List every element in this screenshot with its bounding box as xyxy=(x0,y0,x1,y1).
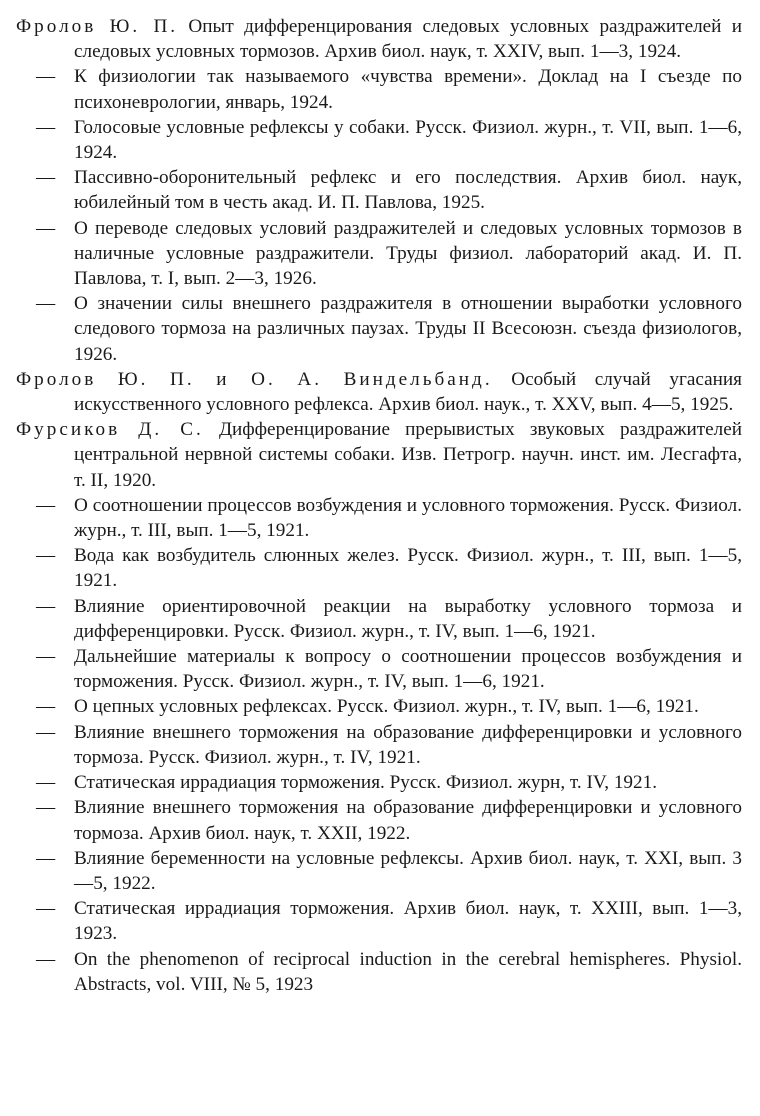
entry-dash: — xyxy=(36,721,56,743)
bibliography-entry xyxy=(16,896,742,946)
entry-dash: — xyxy=(36,66,56,88)
entry-text: Пассивно-оборонительный рефлекс и его последствия. Архив биол. наук, юбилейный том в честь акад. И. П. Павлова, 1925. xyxy=(74,167,742,214)
bibliography-entry xyxy=(16,543,742,593)
entry-text: Влияние ориентировочной реакции на выработку условного тормоза и дифференцировки. Русск. Физиол. журн., т. IV, вып. 1—6, 1921. xyxy=(74,595,742,642)
entry-dash: — xyxy=(36,167,56,189)
entry-text: О цепных условных рефлексах. Русск. Физиол. журн., т. IV, вып. 1—6, 1921. xyxy=(74,696,699,718)
entry-dash: — xyxy=(36,217,56,239)
entry-text: Влияние внешнего торможения на образование дифференцировки и условного тормоза. Русск. Физиол. журн., т. IV, 1921. xyxy=(74,721,742,768)
bibliography-entry xyxy=(16,594,742,644)
entry-dash: — xyxy=(36,116,56,138)
entry-text: О значении силы внешнего раздражителя в отношении выработки условного следового тормоза на различных паузах. Труды II Всесоюзн. съезда физиологов, 1926. xyxy=(74,293,742,365)
bibliography-entry xyxy=(16,846,742,896)
bibliography-entry xyxy=(16,493,742,543)
entry-text: О соотношении процессов возбуждения и условного торможения. Русск. Физиол. журн., т. III, вып. 1—5, 1921. xyxy=(74,494,742,542)
entry-text: Влияние беременности на условные рефлексы. Архив биол. наук, т. XXI, вып. 3—5, 1922. xyxy=(74,847,742,894)
entry-dash: — xyxy=(36,293,56,315)
entry-text: Влияние внешнего торможения на образование дифференцировки и условного тормоза. Архив биол. наук, т. XXII, 1922. xyxy=(74,797,742,844)
bibliography-entry xyxy=(16,795,742,845)
entry-author: Фролов Ю. П. и О. А. Виндельбанд. xyxy=(16,368,493,390)
entry-text: Статическая иррадиация торможения. Русск. Физиол. журн, т. IV, 1921. xyxy=(74,772,657,794)
bibliography-entry xyxy=(16,165,742,215)
bibliography-entry xyxy=(16,216,742,292)
entry-dash: — xyxy=(36,646,56,668)
entry-text: К физиологии так называемого «чувства времени». Доклад на I съезде по психоневрологии, январь, 1924. xyxy=(74,66,742,113)
entry-dash: — xyxy=(36,772,56,794)
bibliography-entry xyxy=(16,947,742,997)
bibliography-entry xyxy=(16,694,742,719)
entry-text: On the phenomenon of reciprocal induction in the cerebral hemispheres. Physiol. Abstracts, vol. VIII, № 5, 1923 xyxy=(74,948,742,995)
bibliography-entry xyxy=(16,367,742,417)
bibliography-entry xyxy=(16,417,742,493)
entry-dash: — xyxy=(36,494,56,516)
entry-text: Вода как возбудитель слюнных желез. Русск. Физиол. журн., т. III, вып. 1—5, 1921. xyxy=(74,545,742,592)
bibliography-entry xyxy=(16,14,742,64)
bibliography-entry xyxy=(16,115,742,165)
entry-dash: — xyxy=(36,948,56,970)
bibliography-entry xyxy=(16,291,742,367)
entry-dash: — xyxy=(36,595,56,617)
entry-author: Фролов Ю. П. xyxy=(16,16,179,37)
entry-text: Особый случай угасания искусственного условного рефлекса. Архив биол. наук., т. XXV, вып. 4—5, 1925. xyxy=(74,368,743,416)
entry-text: Голосовые условные рефлексы у собаки. Русск. Физиол. журн., т. VII, вып. 1—6, 1924. xyxy=(74,116,742,164)
entry-text: Дифференцирование прерывистых звуковых раздражителей центральной нервной системы собаки. Изв. Петрогр. научн. инст. им. Лесгафта, т. II, 1920. xyxy=(74,419,742,491)
entry-dash: — xyxy=(36,847,56,869)
entry-text: О переводе следовых условий раздражителей и следовых условных тормозов в наличные условные раздражители. Труды физиол. лабораторий акад. И. П. Павлова, т. I, вып. 2—3, 1926. xyxy=(74,217,742,290)
entry-text: Статическая иррадиация торможения. Архив биол. наук, т. XXIII, вып. 1—3, 1923. xyxy=(74,898,742,945)
bibliography-entry xyxy=(16,64,742,114)
bibliography-entry xyxy=(16,720,742,770)
entry-dash: — xyxy=(36,898,56,920)
entry-text: Опыт дифференцирования следовых условных раздражителей и следовых условных тормозов. Архив биол. наук, т. XXIV, вып. 1—3, 1924. xyxy=(74,16,743,63)
bibliography-entry xyxy=(16,644,742,694)
entry-dash: — xyxy=(36,797,56,819)
entry-text: Дальнейшие материалы к вопросу о соотношении процессов возбуждения и торможения. Русск. Физиол. журн., т. IV, вып. 1—6, 1921. xyxy=(74,646,742,693)
entry-dash: — xyxy=(36,696,56,718)
entry-author: Фурсиков Д. С. xyxy=(16,419,204,441)
bibliography-entry xyxy=(16,770,742,795)
entry-dash: — xyxy=(36,545,56,567)
